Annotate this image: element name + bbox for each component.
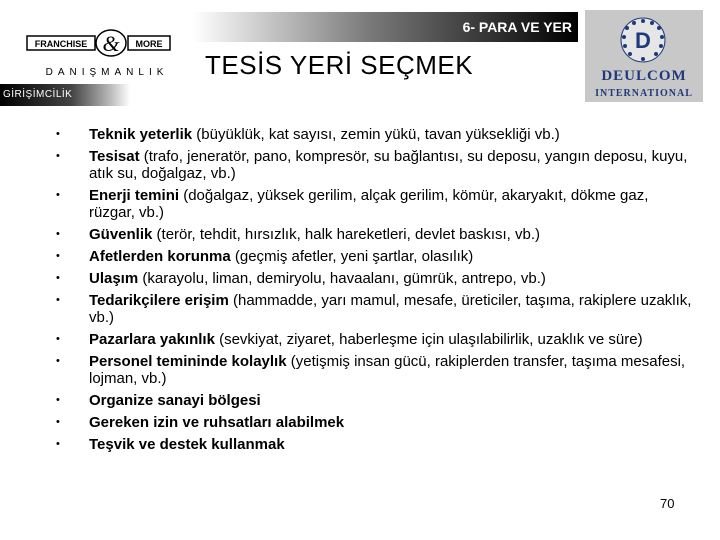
- bullet-detail: (karayolu, liman, demiryolu, havaalanı, gümrük, antrepo, vb.): [138, 270, 546, 287]
- bullet-dot: •: [56, 438, 60, 450]
- bullet-item: [56, 414, 696, 431]
- bullet-dot: •: [56, 189, 60, 201]
- bullet-heading: Teknik yeterlik: [89, 126, 193, 143]
- bullet-detail: (doğalgaz, yüksek gerilim, alçak gerilim, kömür, akaryakıt, dökme gaz, rüzgar, vb.): [89, 187, 649, 221]
- bullet-item: [56, 126, 696, 143]
- franchise-and-more-logo: [22, 24, 192, 88]
- bullet-item: [56, 353, 696, 387]
- logo-word-more: MORE: [135, 39, 163, 49]
- bullet-item: [56, 270, 696, 287]
- bullet-item: [56, 292, 696, 326]
- deulcom-line1: DEULCOM: [601, 68, 687, 84]
- category-bar: [0, 84, 130, 106]
- bullet-item: [56, 392, 696, 409]
- bullet-dot: •: [56, 294, 60, 306]
- bullet-heading: Tesisat: [89, 148, 140, 165]
- bullet-heading: Pazarlara yakınlık: [89, 331, 215, 348]
- bullet-heading: Güvenlik: [89, 226, 153, 243]
- section-label: 6- PARA VE YER: [462, 19, 572, 35]
- bullet-detail: (geçmiş afetler, yeni şartlar, olasılık): [230, 248, 474, 265]
- bullet-detail: (trafo, jeneratör, pano, kompresör, su bağlantısı, su deposu, yangın deposu, kuyu, atık su, doğalgaz, vb.): [89, 148, 688, 182]
- bullet-detail: (terör, tehdit, hırsızlık, halk hareketleri, devlet baskısı, vb.): [152, 226, 541, 243]
- bullet-dot: •: [56, 272, 60, 284]
- bullet-detail: (hammadde, yarı mamul, mesafe, üreticiler, taşıma, rakiplere uzaklık, vb.): [89, 292, 692, 326]
- logo-word-franchise: FRANCHISE: [34, 39, 88, 49]
- bullet-dot: •: [56, 355, 60, 367]
- bullet-item: [56, 226, 696, 243]
- bullet-item: [56, 148, 696, 182]
- bullet-dot: •: [56, 250, 60, 262]
- bullet-heading: Gereken izin ve ruhsatları alabilmek: [89, 414, 345, 431]
- bullet-dot: •: [56, 150, 60, 162]
- bullet-item: [56, 187, 696, 221]
- bullet-heading: Tedarikçilere erişim: [89, 292, 229, 309]
- bullet-item: [56, 331, 696, 348]
- bullet-detail: (sevkiyat, ziyaret, haberleşme için ulaşılabilirlik, uzaklık ve süre): [214, 331, 643, 348]
- bullet-heading: Teşvik ve destek kullanmak: [89, 436, 285, 453]
- deulcom-d-letter: D: [635, 28, 651, 53]
- bullet-dot: •: [56, 394, 60, 406]
- bullet-detail: (büyüklük, kat sayısı, zemin yükü, tavan yüksekliği vb.): [192, 126, 560, 143]
- bullet-dot: •: [56, 128, 60, 140]
- logo-ampersand: &: [102, 31, 120, 56]
- logo-subtitle: DANIŞMANLIK: [45, 67, 169, 78]
- deulcom-line2: INTERNATIONAL: [595, 88, 693, 99]
- bullet-heading: Personel temininde kolaylık: [89, 353, 287, 370]
- bullet-heading: Enerji temini: [89, 187, 180, 204]
- bullet-dot: •: [56, 228, 60, 240]
- deulcom-logo: [585, 10, 703, 102]
- bullet-heading: Afetlerden korunma: [89, 248, 231, 265]
- bullet-detail: (yetişmiş insan gücü, rakiplerden transfer, taşıma mesafesi, lojman, vb.): [89, 353, 686, 387]
- bullet-item: [56, 248, 696, 265]
- bullet-list: [56, 126, 696, 458]
- page-number: 70: [660, 496, 675, 511]
- bullet-item: [56, 436, 696, 453]
- slide-title: TESİS YERİ SEÇMEK: [205, 50, 474, 80]
- bullet-heading: Ulaşım: [89, 270, 139, 287]
- category-label: GİRİŞİMCİLİK: [3, 89, 73, 100]
- bullet-heading: Organize sanayi bölgesi: [89, 392, 261, 409]
- bullet-dot: •: [56, 416, 60, 428]
- bullet-dot: •: [56, 333, 60, 345]
